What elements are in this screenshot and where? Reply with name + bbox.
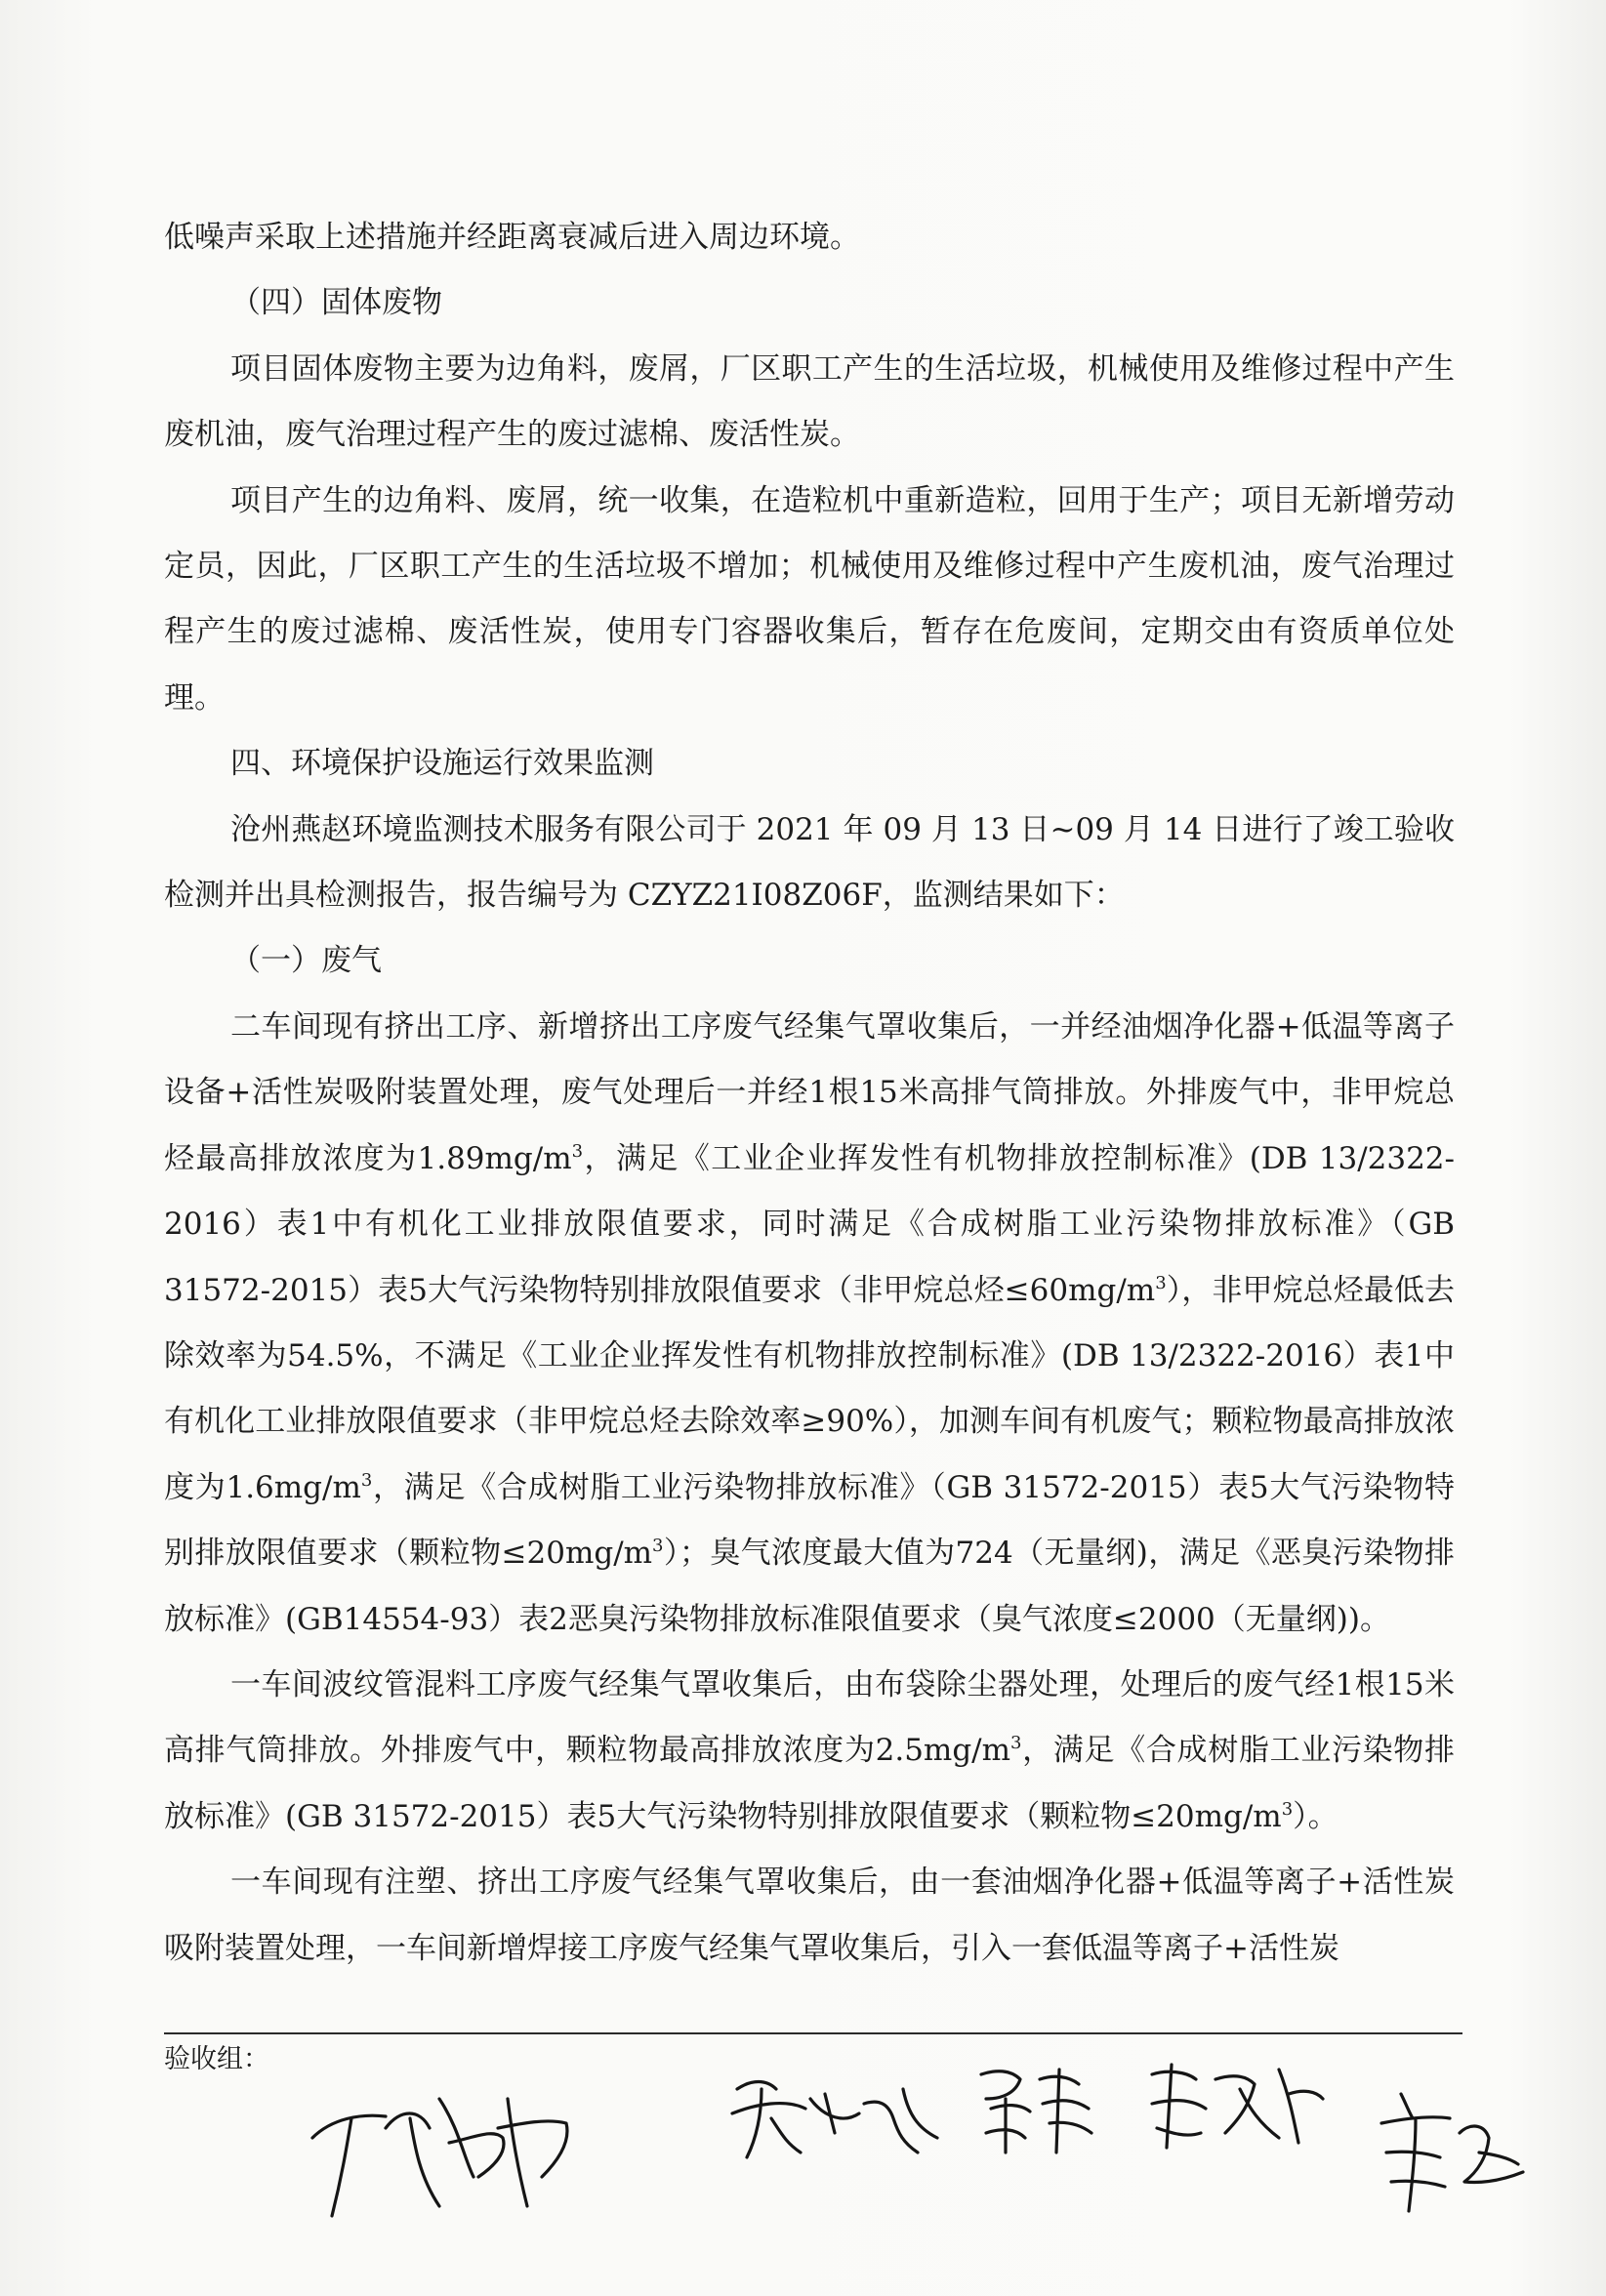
signature-1: [293, 2070, 586, 2226]
text-segment: 一车间波纹管混料工序废气经集气罩收集后，由布袋除尘器处理，处理后的废气经1根15米高排气筒排放。外排废气中，颗粒物最高排放浓度为2.5mg/m: [164, 1666, 1455, 1769]
heading-solid-waste: （四）固体废物: [230, 285, 442, 321]
heading-monitoring: 四、环境保护设施运行效果监测: [230, 746, 654, 782]
superscript: 3: [1010, 1733, 1022, 1754]
superscript: 3: [1281, 1798, 1294, 1820]
paragraph-monitoring-report: 沧州燕赵环境监测技术服务有限公司于 2021 年 09 月 13 日~09 月 14 日进行了竣工验收检测并出具检测报告，报告编号为 CZYZ21I08Z06F，监测结果如下：: [164, 811, 1455, 914]
superscript: 3: [360, 1469, 373, 1491]
text-segment: ，满足《合成树脂工业污染物排放标准》（GB 31572-2015）表5大气污染物特别排放限值要求（颗粒物≤20mg/m: [164, 1469, 1455, 1572]
text-segment: ，满足《合成树脂工业污染物排放标准》(GB 31572-2015）表5大气污染物特别排放限值要求（颗粒物≤20mg/m: [164, 1733, 1455, 1834]
superscript: 3: [652, 1536, 664, 1557]
paragraph-noise-end: 低噪声采取上述措施并经距离衰减后进入周边环境。: [164, 220, 860, 255]
paragraph-waste-gas-workshop1-mixing: [164, 1653, 1455, 1850]
signature-3: [967, 2055, 1103, 2162]
paragraph-solid-waste-sources: 项目固体废物主要为边角料，废屑，厂区职工产生的生活垃圾，机械使用及维修过程中产生废机油，废气治理过程产生的废过滤棉、废活性炭。: [164, 350, 1455, 453]
acceptance-group-label: 验收组：: [164, 2044, 269, 2074]
superscript: 3: [571, 1140, 584, 1162]
paragraph-waste-gas-workshop2: [164, 995, 1455, 1653]
footer-divider: [164, 2032, 1462, 2034]
signature-4: [1132, 2050, 1328, 2157]
text-segment: 二车间现有挤出工序、新增挤出工序废气经集气罩收集后，一并经油烟净化器+低温等离子设备+活性炭吸附装置处理，废气处理后一并经1根15米高排气筒排放。外排废气中，非甲烷总烃最高排放浓度为1.89mg/m: [164, 1008, 1455, 1176]
paragraph-solid-waste-handling: 项目产生的边角料、废屑，统一收集，在造粒机中重新造粒，回用于生产；项目无新增劳动定员，因此，厂区职工产生的生活垃圾不增加；机械使用及维修过程中产生废机油，废气治理过程产生的废过滤棉、废活性炭，使用专门容器收集后，暂存在危废间，定期交由有资质单位处理。: [164, 482, 1455, 716]
body-text: [164, 205, 1455, 1982]
text-segment: ），非甲烷总烃最低去除效率为54.5%，不满足《工业企业挥发性有机物排放控制标准》(DB 13/2322-2016）表1中有机化工业排放限值要求（非甲烷总烃去除效率≥90%），加测车间有机废气；颗粒物最高排放浓度为1.6mg/m: [164, 1272, 1455, 1505]
superscript: 3: [1155, 1272, 1167, 1293]
paragraph-waste-gas-workshop1-molding: 一车间现有注塑、挤出工序废气经集气罩收集后，由一套油烟净化器+低温等离子+活性炭吸附装置处理，一车间新增焊接工序废气经集气罩收集后，引入一套低温等离子+活性炭: [164, 1865, 1455, 1966]
text-segment: ）；臭气浓度最大值为724（无量纲)，满足《恶臭污染物排放标准》(GB14554-93）表2恶臭污染物排放标准限值要求（臭气浓度≤2000（无量纲))。: [164, 1536, 1455, 1637]
text-segment: ）。: [1293, 1798, 1338, 1834]
heading-waste-gas: （一）废气: [230, 943, 382, 979]
signature-5: [1362, 2074, 1538, 2221]
text-segment: ，满足《工业企业挥发性有机物排放控制标准》(DB 13/2322-2016）表1中有机化工业排放限值要求，同时满足《合成树脂工业污染物排放标准》（GB 31572-2015）表5大气污染物特别排放限值要求（非甲烷总烃≤60mg/m: [164, 1140, 1456, 1308]
signature-2: [718, 2060, 952, 2167]
